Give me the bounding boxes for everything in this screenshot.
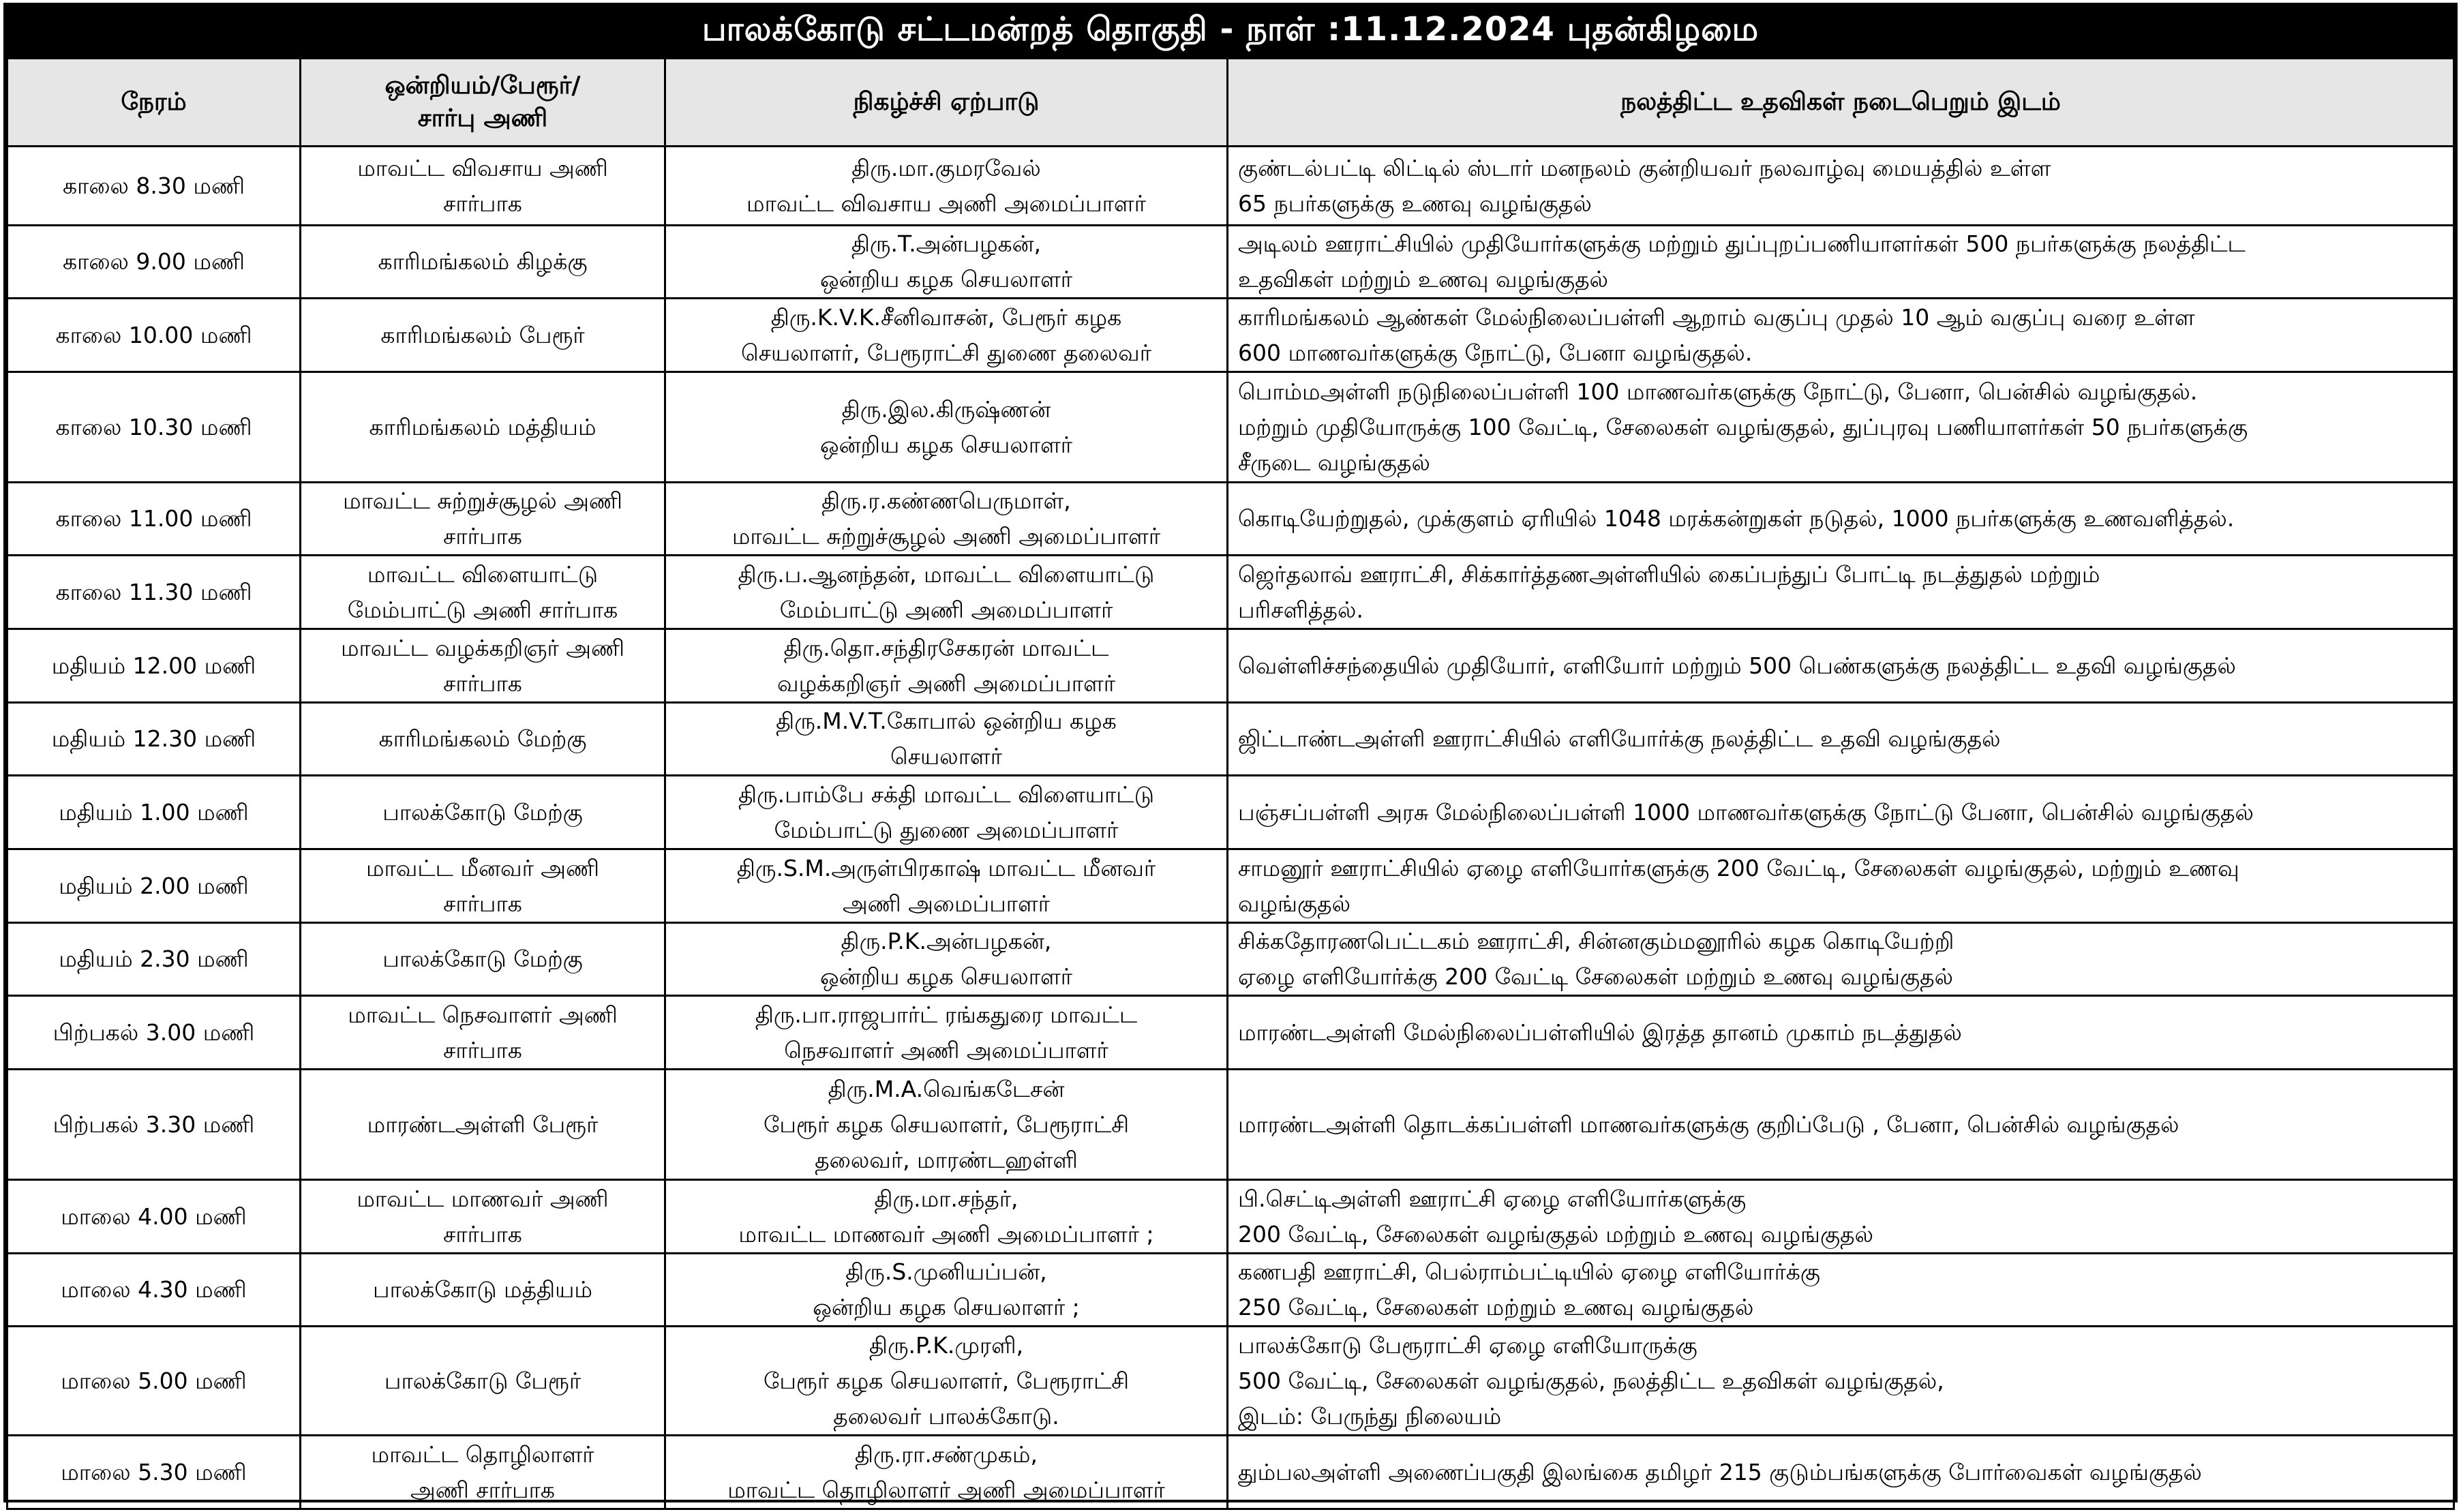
header-union	[301, 59, 665, 147]
cell-event-line: திரு.ர.கண்ணபெருமாள்,	[821, 487, 1071, 514]
cell-event-line: மாவட்ட மாணவர் அணி அமைப்பாளர் ;	[738, 1220, 1154, 1248]
cell-union	[301, 226, 665, 299]
cell-place-line: ஏழை எளியோர்க்கு 200 வேட்டி சேலைகள் மற்றும் உணவு வழங்குதல்	[1238, 963, 1954, 990]
cell-event-line: ஒன்றிய கழக செயலாளர்	[820, 431, 1072, 458]
cell-event-line: திரு.T.அன்பழகன்,	[851, 230, 1042, 257]
cell-event-line: திரு.மா.குமரவேல்	[851, 154, 1041, 181]
cell-event-line: திரு.P.K.அன்பழகன்,	[841, 928, 1052, 954]
cell-event-line: பேரூர் கழக செயலாளர், பேரூராட்சி	[763, 1367, 1130, 1394]
cell-place	[1228, 776, 2454, 849]
cell-event-line: திரு.S.M.அருள்பிரகாஷ் மாவட்ட மீனவர்	[736, 854, 1156, 881]
table-header	[7, 59, 2454, 147]
cell-place	[1228, 629, 2454, 703]
cell-event-line: திரு.மா.சந்தர்,	[874, 1185, 1018, 1212]
cell-event	[665, 372, 1228, 483]
cell-place-line: வெள்ளிச்சந்தையில் முதியோர், எளியோர் மற்றும் 500 பெண்களுக்கு நலத்திட்ட உதவி வழங்குதல்	[1238, 652, 2236, 679]
header-place: நலத்திட்ட உதவிகள் நடைபெறும் இடம்	[1228, 59, 2454, 147]
cell-event	[665, 703, 1228, 776]
header-row	[7, 59, 2454, 147]
cell-union-line: மாரண்டஅள்ளி பேரூர்	[367, 1110, 599, 1138]
table-row	[7, 1327, 2454, 1436]
cell-place-line: பொம்மஅள்ளி நடுநிலைப்பள்ளி 100 மாணவர்களுக்கு நோட்டு, பேனா, பென்சில் வழங்குதல்.	[1238, 378, 2198, 405]
cell-union-line: காரிமங்கலம் கிழக்கு	[378, 248, 588, 275]
cell-place	[1228, 147, 2454, 226]
cell-event-line: ஒன்றிய கழக செயலாளர்	[820, 963, 1072, 990]
table-row	[7, 776, 2454, 849]
cell-place-line: பஞ்சப்பள்ளி அரசு மேல்நிலைப்பள்ளி 1000 மாணவர்களுக்கு நோட்டு பேனா, பென்சில் வழங்குதல்	[1238, 798, 2254, 826]
cell-place	[1228, 299, 2454, 372]
cell-event-line: திரு.இல.கிருஷ்ணன்	[841, 395, 1051, 423]
cell-union-line: பாலக்கோடு பேரூர்	[384, 1367, 582, 1394]
cell-union-line: மாவட்ட விவசாய அணி	[357, 154, 608, 181]
cell-time: மாலை 5.00 மணி	[7, 1327, 301, 1436]
cell-union	[301, 299, 665, 372]
cell-event-line: திரு.பாம்பே சக்தி மாவட்ட விளையாட்டு	[738, 781, 1155, 808]
header-time: நேரம்	[7, 59, 301, 147]
cell-union	[301, 147, 665, 226]
cell-place	[1228, 996, 2454, 1070]
cell-place	[1228, 1327, 2454, 1436]
cell-place-line: சிக்கதோரணபெட்டகம் ஊராட்சி, சின்னகும்மனூரில் கழக கொடியேற்றி	[1238, 928, 1954, 954]
table-row	[7, 849, 2454, 923]
cell-event-line: தலைவர் பாலக்கோடு.	[833, 1402, 1059, 1430]
cell-union	[301, 372, 665, 483]
cell-event-line: தலைவர், மாரண்டஹள்ளி	[815, 1146, 1078, 1173]
cell-time: காலை 8.30 மணி	[7, 147, 301, 226]
cell-event	[665, 1327, 1228, 1436]
cell-union-line: மாவட்ட சுற்றுச்சூழல் அணி	[342, 487, 623, 514]
cell-place-line: 250 வேட்டி, சேலைகள் மற்றும் உணவு வழங்குதல்	[1238, 1294, 1754, 1320]
cell-union-line: சார்பாக	[443, 1036, 522, 1063]
cell-union	[301, 1436, 665, 1509]
cell-time: மதியம் 2.00 மணி	[7, 849, 301, 923]
cell-event-line: மாவட்ட தொழிலாளர் அணி அமைப்பாளர்	[727, 1476, 1165, 1503]
cell-place-line: மாரண்டஅள்ளி தொடக்கப்பள்ளி மாணவர்களுக்கு குறிப்பேடு , பேனா, பென்சில் வழங்குதல்	[1238, 1110, 2179, 1138]
table-row	[7, 703, 2454, 776]
header-event: நிகழ்ச்சி ஏற்பாடு	[665, 59, 1228, 147]
cell-place	[1228, 226, 2454, 299]
cell-place-line: காரிமங்கலம் ஆண்கள் மேல்நிலைப்பள்ளி ஆறாம் வகுப்பு முதல் 10 ஆம் வகுப்பு வரை உள்ள	[1238, 303, 2195, 331]
cell-event	[665, 147, 1228, 226]
cell-time: மதியம் 12.30 மணி	[7, 703, 301, 776]
table-row	[7, 1070, 2454, 1180]
cell-place-line: தும்பலஅள்ளி அணைப்பகுதி இலங்கை தமிழர் 215 குடும்பங்களுக்கு போர்வைகள் வழங்குதல்	[1238, 1458, 2202, 1485]
cell-event	[665, 629, 1228, 703]
cell-time: பிற்பகல் 3.00 மணி	[7, 996, 301, 1070]
header-union-line: சார்பு அணி	[417, 104, 548, 132]
cell-union	[301, 703, 665, 776]
cell-union-line: மாவட்ட தொழிலாளர்	[371, 1440, 594, 1468]
cell-union	[301, 776, 665, 849]
cell-place-line: குண்டல்பட்டி லிட்டில் ஸ்டார் மனநலம் குன்றியவர் நலவாழ்வு மையத்தில் உள்ள	[1238, 154, 2051, 181]
cell-time: பிற்பகல் 3.30 மணி	[7, 1070, 301, 1180]
header-union-line: ஒன்றியம்/பேரூர்/	[384, 72, 581, 100]
cell-place-line: பி.செட்டிஅள்ளி ஊராட்சி ஏழை எளியோர்களுக்கு	[1238, 1185, 1747, 1212]
cell-time: மாலை 5.30 மணி	[7, 1436, 301, 1509]
cell-place-line: மற்றும் முதியோருக்கு 100 வேட்டி, சேலைகள் வழங்குதல், துப்புரவு பணியாளர்கள் 50 நபர்களுக்கு	[1238, 413, 2248, 440]
cell-event-line: மேம்பாட்டு அணி அமைப்பாளர்	[779, 596, 1113, 623]
cell-union-line: பாலக்கோடு மேற்கு	[382, 798, 583, 826]
cell-event	[665, 923, 1228, 996]
cell-union	[301, 923, 665, 996]
cell-time: காலை 11.00 மணி	[7, 483, 301, 556]
cell-place	[1228, 1254, 2454, 1327]
table-row	[7, 629, 2454, 703]
cell-time: மதியம் 1.00 மணி	[7, 776, 301, 849]
cell-time: காலை 11.30 மணி	[7, 556, 301, 629]
document-title: பாலக்கோடு சட்டமன்றத் தொகுதி - நாள் :11.12.2024 புதன்கிழமை	[6, 5, 2455, 57]
cell-event-line: ஒன்றிய கழக செயலாளர் ;	[813, 1294, 1080, 1320]
cell-event-line: திரு.தொ.சந்திரசேகரன் மாவட்ட	[783, 634, 1109, 661]
cell-place	[1228, 1070, 2454, 1180]
cell-union	[301, 629, 665, 703]
cell-event	[665, 299, 1228, 372]
cell-union-line: மாவட்ட மீனவர் அணி	[365, 854, 600, 881]
cell-union	[301, 556, 665, 629]
cell-place	[1228, 849, 2454, 923]
cell-union-line: காரிமங்கலம் பேரூர்	[380, 321, 585, 348]
cell-union-line: மாவட்ட வழக்கறிஞர் அணி	[340, 634, 625, 661]
table-row	[7, 1180, 2454, 1254]
cell-place-line: கணபதி ஊராட்சி, பெல்ராம்பட்டியில் ஏழை எளியோர்க்கு	[1238, 1258, 1821, 1285]
cell-union-line: அணி சார்பாக	[410, 1476, 555, 1503]
cell-place-line: சாமனூர் ஊராட்சியில் ஏழை எளியோர்களுக்கு 200 வேட்டி, சேலைகள் வழங்குதல், மற்றும் உணவு	[1238, 854, 2239, 881]
cell-union-line: காரிமங்கலம் மத்தியம்	[369, 413, 597, 440]
cell-event	[665, 1180, 1228, 1254]
cell-place-line: பரிசளித்தல்.	[1238, 596, 1363, 623]
cell-event-line: வழக்கறிஞர் அணி அமைப்பாளர்	[777, 669, 1115, 697]
cell-event	[665, 556, 1228, 629]
table-row	[7, 1436, 2454, 1509]
cell-place-line: 600 மாணவர்களுக்கு நோட்டு, பேனா வழங்குதல்.	[1238, 339, 1753, 366]
table-row	[7, 226, 2454, 299]
cell-event	[665, 1254, 1228, 1327]
cell-place-line: வழங்குதல்	[1238, 890, 1351, 917]
cell-event	[665, 483, 1228, 556]
cell-place-line: பாலக்கோடு பேரூராட்சி ஏழை எளியோருக்கு	[1238, 1331, 1697, 1359]
schedule-table	[6, 57, 2455, 1510]
cell-event	[665, 776, 1228, 849]
cell-place	[1228, 556, 2454, 629]
cell-union-line: பாலக்கோடு மேற்கு	[382, 946, 583, 972]
cell-event-line: திரு.P.K.முரளி,	[869, 1331, 1024, 1359]
cell-place	[1228, 1180, 2454, 1254]
cell-event	[665, 849, 1228, 923]
cell-event-line: திரு.பா.ராஜபார்ட் ரங்கதுரை மாவட்ட	[755, 1001, 1138, 1028]
cell-place-line: ஜிட்டாண்டஅள்ளி ஊராட்சியில் எளியோர்க்கு நலத்திட்ட உதவி வழங்குதல்	[1238, 725, 2001, 752]
cell-union	[301, 1070, 665, 1180]
cell-place-line: 500 வேட்டி, சேலைகள் வழங்குதல், நலத்திட்ட உதவிகள் வழங்குதல்,	[1238, 1367, 1944, 1394]
cell-event	[665, 1070, 1228, 1180]
cell-union-line: சார்பாக	[443, 1220, 522, 1248]
cell-place-line: 200 வேட்டி, சேலைகள் வழங்குதல் மற்றும் உணவு வழங்குதல்	[1238, 1220, 1873, 1248]
cell-time: மதியம் 2.30 மணி	[7, 923, 301, 996]
cell-event	[665, 226, 1228, 299]
cell-union	[301, 1254, 665, 1327]
cell-place	[1228, 923, 2454, 996]
cell-union	[301, 1180, 665, 1254]
cell-place-line: உதவிகள் மற்றும் உணவு வழங்குதல்	[1238, 266, 1609, 292]
cell-event-line: திரு.K.V.K.சீனிவாசன், பேரூர் கழக	[770, 303, 1122, 331]
cell-place	[1228, 703, 2454, 776]
cell-event-line: திரு.ரா.சண்முகம்,	[855, 1440, 1038, 1468]
cell-place	[1228, 1436, 2454, 1509]
cell-event-line: திரு.S.முனியப்பன்,	[845, 1258, 1047, 1285]
cell-place-line: 65 நபர்களுக்கு உணவு வழங்குதல்	[1238, 190, 1592, 217]
table-row	[7, 483, 2454, 556]
cell-event-line: செயலாளர், பேரூராட்சி துணை தலைவர்	[741, 339, 1151, 366]
cell-event-line: திரு.M.A.வெங்கடேசன்	[828, 1075, 1065, 1102]
table-body	[7, 147, 2454, 1509]
cell-union-line: சார்பாக	[443, 523, 522, 549]
table-row	[7, 996, 2454, 1070]
cell-place	[1228, 372, 2454, 483]
cell-place-line: சீருடை வழங்குதல்	[1238, 449, 1430, 476]
cell-union-line: சார்பாக	[443, 890, 522, 917]
cell-union-line: மாவட்ட மாணவர் அணி	[357, 1185, 609, 1212]
table-row	[7, 299, 2454, 372]
cell-union	[301, 849, 665, 923]
cell-place	[1228, 483, 2454, 556]
cell-time: காலை 9.00 மணி	[7, 226, 301, 299]
table-row	[7, 147, 2454, 226]
cell-time: காலை 10.00 மணி	[7, 299, 301, 372]
cell-union-line: காரிமங்கலம் மேற்கு	[378, 725, 587, 752]
cell-event-line: மாவட்ட சுற்றுச்சூழல் அணி அமைப்பாளர்	[731, 523, 1161, 549]
table-row	[7, 372, 2454, 483]
cell-union	[301, 483, 665, 556]
cell-union-line: பாலக்கோடு மத்தியம்	[373, 1276, 592, 1303]
cell-place-line: ஜெர்தலாவ் ஊராட்சி, சிக்கார்த்தணஅள்ளியில் கைப்பந்துப் போட்டி நடத்துதல் மற்றும்	[1238, 560, 2100, 588]
cell-event-line: நெசவாளர் அணி அமைப்பாளர்	[784, 1036, 1108, 1063]
cell-union	[301, 996, 665, 1070]
table-row	[7, 1254, 2454, 1327]
cell-event-line: ஒன்றிய கழக செயலாளர்	[820, 266, 1072, 292]
cell-union-line: சார்பாக	[443, 190, 522, 217]
cell-place-line: கொடியேற்றுதல், முக்குளம் ஏரியில் 1048 மரக்கன்றுகள் நடுதல், 1000 நபர்களுக்கு உணவளித்தல்.	[1238, 505, 2235, 532]
cell-time: காலை 10.30 மணி	[7, 372, 301, 483]
cell-event-line: திரு.M.V.T.கோபால் ஒன்றிய கழக	[776, 708, 1117, 734]
cell-event-line: மாவட்ட விவசாய அணி அமைப்பாளர்	[746, 190, 1146, 217]
cell-union-line: மாவட்ட நெசவாளர் அணி	[348, 1001, 618, 1028]
cell-event-line: மேம்பாட்டு துணை அமைப்பாளர்	[774, 816, 1119, 843]
cell-event-line: அணி அமைப்பாளர்	[842, 890, 1051, 917]
cell-event-line: செயலாளர்	[890, 743, 1002, 770]
cell-event	[665, 996, 1228, 1070]
cell-event-line: திரு.ப.ஆனந்தன், மாவட்ட விளையாட்டு	[738, 560, 1155, 588]
table-row	[7, 923, 2454, 996]
cell-union-line: மாவட்ட விளையாட்டு	[367, 560, 599, 588]
cell-time: மாலை 4.00 மணி	[7, 1180, 301, 1254]
cell-event-line: பேரூர் கழக செயலாளர், பேரூராட்சி	[763, 1110, 1130, 1138]
cell-time: மாலை 4.30 மணி	[7, 1254, 301, 1327]
cell-event	[665, 1436, 1228, 1509]
cell-place-line: இடம்: பேருந்து நிலையம்	[1238, 1402, 1502, 1430]
cell-time: மதியம் 12.00 மணி	[7, 629, 301, 703]
cell-union-line: சார்பாக	[443, 669, 522, 697]
schedule-document	[3, 3, 2458, 1502]
cell-union-line: மேம்பாட்டு அணி சார்பாக	[347, 596, 618, 623]
cell-place-line: மாரண்டஅள்ளி மேல்நிலைப்பள்ளியில் இரத்த தானம் முகாம் நடத்துதல்	[1238, 1018, 1962, 1046]
cell-place-line: அடிலம் ஊராட்சியில் முதியோர்களுக்கு மற்றும் துப்புறப்பணியாளர்கள் 500 நபர்களுக்கு நலத்திட்ட	[1238, 230, 2246, 257]
cell-union	[301, 1327, 665, 1436]
table-row	[7, 556, 2454, 629]
